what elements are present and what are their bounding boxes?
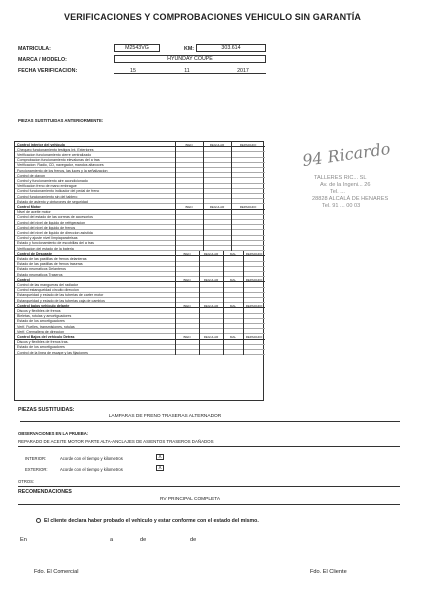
fecha-firma-de2: de [190, 537, 197, 543]
checklist-item-label: Control de claxon [17, 173, 45, 178]
observaciones-label: OBSERVACIONES EN LA PRUEBA: [18, 431, 89, 436]
checklist-cell[interactable] [175, 350, 176, 355]
checklist-item-label: Discos y flexibles de frenos [17, 308, 61, 313]
otros-label: OTROS: [18, 479, 35, 484]
checklist-item-label: Estado de las pastillas de frenos delanteras [17, 256, 87, 261]
checklist-item-label: Discos y flexibles de frenos tras. [17, 340, 69, 345]
firma-cliente: Fdo. El Cliente [310, 569, 347, 575]
firma-comercial: Fdo. El Comercial [34, 569, 79, 575]
marca-label: MARCA / MODELO: [18, 57, 67, 63]
checklist-item-label: Verificacion freno de mano embrague [17, 184, 77, 189]
checklist-item-label: Control del estado de las correas de accesorios [17, 215, 93, 220]
column-header: REPARADO [245, 303, 263, 308]
checklist-item-label: Nivel de aceite motor [17, 210, 51, 215]
recomendaciones-label: RECOMENDACIONES [18, 489, 72, 495]
checklist-item-label: Estado neumaticos Traseros [17, 272, 63, 277]
interior-checkbox[interactable]: X [156, 454, 164, 460]
checklist-item-label: Funcionamiento de los frenos, las luces y la señalizacion [17, 168, 108, 173]
column-header: REGULAR [209, 142, 225, 147]
checklist-item-label: Control del nivel de liquido de refrigeracion [17, 220, 86, 225]
column-header: BIEN [183, 334, 191, 339]
km-value: 303.614 [196, 44, 266, 52]
column-header: REGULAR [203, 251, 219, 256]
column-header: BIEN [185, 142, 193, 147]
column-header: REGULAR [209, 204, 225, 209]
checklist-item-label: Control y funcionamiento aire acondicionado [17, 178, 88, 183]
column-header: REPARADO [239, 204, 257, 209]
section-title: Control Motor [17, 204, 41, 209]
checklist-item-label: Control funcionamiento indicador del pedal de freno [17, 189, 100, 194]
signature: 94 Ricardo [301, 138, 392, 171]
checklist-table [14, 141, 264, 401]
checklist-item-label: Control estanqueidad circuito direccion [17, 288, 79, 293]
divider [18, 504, 400, 505]
column-header: MAL [229, 303, 237, 308]
checklist-item-label: Estado de las pastillas de frenos traseras [17, 262, 83, 267]
column-header: REPARADO [239, 142, 257, 147]
divider [18, 486, 400, 487]
checklist-item-label: Estanqueidad y estado de las tuberias caja de cambios [17, 298, 105, 303]
fecha-firma-a: a [110, 537, 114, 543]
checklist-item-label: Control de las mangueras del radiador [17, 282, 79, 287]
checklist-item-label: Comprobacion funcionamiento elevalunas del a tras [17, 158, 100, 163]
marca-value: HYUNDAY COUPE [114, 55, 266, 63]
column-header: REPARADO [245, 334, 263, 339]
piezas-sustituidas-label: PIEZAS SUSTITUIDAS: [18, 407, 75, 413]
fecha-label: FECHA VERIFICACION: [18, 68, 78, 74]
piezas-sustituidas-value: LAMPARAS DE FRENO TRASERAS ALTERNADOR [108, 414, 222, 419]
column-header: MAL [229, 277, 237, 282]
checklist-item-label: Estado neumaticos Delanteros [17, 267, 66, 272]
section-title: Control interior del vehiculo [17, 142, 65, 147]
column-header: REGULAR [203, 303, 219, 308]
stamp-line: Av. de la Ingeni... 26 [320, 182, 371, 188]
fecha-firma-de1: de [140, 537, 147, 543]
divider [18, 446, 400, 447]
exterior-label: EXTERIOR: [25, 467, 48, 472]
checklist-item-label: Verificacion del estado de la bateria [17, 246, 74, 251]
checklist-item-label: Control y ajuste nivel limpiaparabrisas [17, 236, 78, 241]
fecha-firma-en: En [20, 537, 27, 543]
workshop-stamp [300, 138, 420, 255]
matricula-value: M2543VG [114, 44, 160, 52]
column-header: MAL [229, 334, 237, 339]
interior-text: Acorde con el tiempo y kilometros [60, 456, 123, 461]
column-header: BIEN [183, 277, 191, 282]
section-title: Control [17, 277, 30, 282]
checklist-item-label: Estado de los amortiguadores [17, 319, 65, 324]
checklist-cell[interactable] [243, 350, 244, 355]
divider [20, 421, 400, 422]
stamp-line: TALLERES RIC... SL [314, 175, 367, 181]
checklist-item-label: Estado y funcionamiento de escobillas del a tras [17, 241, 94, 246]
checklist-item-label: Control del nivel de liquido de direccion asistida [17, 230, 93, 235]
column-header: BIEN [185, 204, 193, 209]
checklist-item-label: Estado de los amortiguadores [17, 345, 65, 350]
checklist-item-label: Verificacion: Radio, CD, navegador, mandos altavoces [17, 163, 104, 168]
stamp-line: Tel. 91 ... 00 03 [322, 203, 361, 209]
interior-label: INTERIOR: [25, 456, 47, 461]
fecha-month: 11 [184, 68, 190, 74]
column-header: REPARADO [245, 277, 263, 282]
km-label: KM: [184, 46, 195, 52]
declaracion-radio[interactable] [36, 518, 41, 523]
checklist-item-label: Estanqueidad y estado de las tuberias de carter motor [17, 293, 104, 298]
section-title: Control bajos vehiculo delante [17, 303, 70, 308]
checklist-item-label: Estado de asiento y cinturones de seguridad [17, 199, 88, 204]
checklist-row [15, 350, 265, 355]
checklist-item-label: Control de la linea de escape y las fijaciones [17, 350, 88, 355]
exterior-text: Acorde con el tiempo y kilometros [60, 467, 123, 472]
checklist-cell[interactable] [223, 350, 224, 355]
checklist-item-label: Verificacion funcionamiento cierre centralizado [17, 152, 92, 157]
column-header: MAL [229, 251, 237, 256]
checklist-item-label: Verif. Cremallera de direccion [17, 329, 65, 334]
observaciones-value: REPARADO DE ACEITE MOTOR PARTE ALTA-ANCLAJES DE ASIENTOS TRASEROS DAÑADOS [18, 439, 214, 444]
checklist-item-label: Control funcionamiento sin del tablero [17, 194, 78, 199]
column-header: BIEN [183, 251, 191, 256]
column-header: BIEN [183, 303, 191, 308]
stamp-line: 28828 ALCALÁ DE HENARES [312, 196, 389, 202]
recomendaciones-value: RV PRINCIPAL COMPLETA [159, 497, 221, 502]
declaracion-text: El cliente declara haber probado el vehiculo y estar conforme con el estado del mismo. [44, 518, 259, 524]
matricula-label: MATRICULA: [18, 46, 51, 52]
checklist-cell[interactable] [199, 350, 200, 355]
checklist-item-label: Bieletas, rotulas y amortiguadores [17, 314, 72, 319]
column-header: REGULAR [203, 277, 219, 282]
column-header: REGULAR [203, 334, 219, 339]
document-title: VERIFICACIONES Y COMPROBACIONES VEHICULO SIN GARANTÍA [64, 12, 361, 22]
section-title: Control Bajos del vehiculo Detras [17, 334, 75, 339]
checklist-item-label: Chequeo funcionamiento testigos Int. Exteriores [17, 147, 94, 152]
checklist-item-label: Verif. Fuelles, transmisiones, rotulas [17, 324, 75, 329]
section-title: Control de Desgaste [17, 251, 52, 256]
piezas-anteriores-label: PIEZAS SUSTITUIDAS ANTERIORMENTE: [18, 118, 104, 123]
exterior-checkbox[interactable]: X [156, 465, 164, 471]
column-header: REPARADO [245, 251, 263, 256]
fecha-year: 2017 [237, 68, 249, 74]
checklist-item-label: Control del nivel de liquido de frenos [17, 225, 76, 230]
stamp-line: Tel. ... [330, 189, 345, 195]
fecha-day: 15 [130, 68, 136, 74]
